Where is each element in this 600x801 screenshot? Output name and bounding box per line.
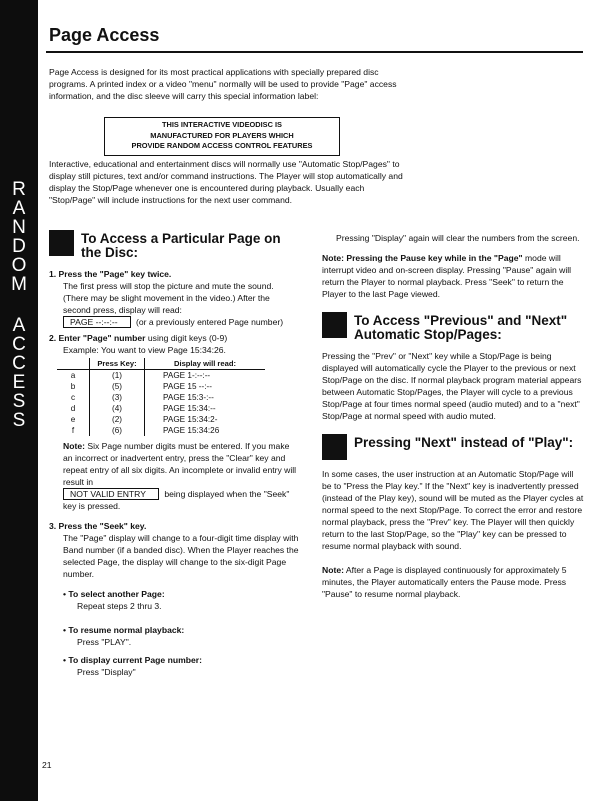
table-header: Display will read:: [145, 358, 266, 370]
intro-paragraph: Page Access is designed for its most practical applications with specially prepared disc programs. A printed index or a video "menu" normally will be used to provide "Page" access information, and the disc sleeve will carry this special information label:: [49, 67, 397, 101]
page-title: Page Access: [49, 25, 160, 45]
sidebar-vertical-text: [0, 180, 38, 430]
sidebar-letter: R: [12, 179, 26, 200]
table-row: a (1) PAGE 1-:--:--: [70, 371, 211, 380]
table-row: b (5) PAGE 15 --:--: [70, 382, 212, 391]
bullet-list: [49, 588, 299, 678]
table-header: [57, 358, 90, 370]
invalid-entry-note: Note: Six Page number digits must be entered. If you make an incorrect or inadvertent entry, press the "Clear" key and repeat entry of all six digits. An incomplete or invalid entry will result in: [63, 441, 297, 487]
section-title: To Access a Particular Page on the Disc:: [81, 231, 281, 260]
prev-next-text: Pressing the "Prev" or "Next" key while a Stop/Page is being displayed will automatically cycle the Player to the previous or next Stop/Page on the disc. If normal playback program material appears between Automatic Stop/Pages, the Player will cycle to a previous Stop/Page at four times normal speed (audio muted) and to a "next" Stop/Page at normal speed with audio muted.: [322, 351, 582, 421]
sidebar-letter: O: [11, 255, 27, 276]
pause-note: Note: Pressing the Pause key while in the "Page" mode will interrupt video and on-screen display. Pressing "Pause" again will return the Player to normal playback. Press "Seek" to return the Player to the last Page viewed.: [322, 253, 572, 299]
sidebar-letter: C: [12, 334, 26, 355]
sidebar-letter: A: [12, 198, 26, 219]
notice-line: THIS INTERACTIVE VIDEODISC IS: [162, 120, 282, 129]
bullet-head: • To select another Page:: [63, 589, 165, 599]
section-particular-page-header: [49, 230, 299, 260]
bullet-head: • To resume normal playback:: [63, 625, 185, 635]
section-title: Pressing "Next" instead of "Play":: [354, 435, 574, 450]
sidebar-letter: E: [12, 372, 26, 393]
bullet-head: • To display current Page number:: [63, 655, 202, 665]
sidebar-letter: C: [12, 353, 26, 374]
right-column: [322, 232, 584, 600]
left-column: [49, 230, 299, 678]
title-rule: [46, 51, 583, 53]
sidebar-letter: N: [12, 217, 26, 238]
table-row: e (2) PAGE 15:34:2-: [70, 415, 218, 424]
section-marker-square: [322, 312, 347, 338]
invalid-entry-display: NOT VALID ENTRY being displayed when the "Seek" key is pressed.: [63, 489, 290, 511]
next-instead-text: In some cases, the user instruction at an Automatic Stop/Page will be to "Press the Play key." If the "Next" key is inadvertently pressed (instead of the Play key), sound will be muted as the Player cycles at normal speed to the next Stop/Page. To correct the error and restore normal playback, press the "Prev" key. The Player will then quickly return to the last Stop/Page, so the "Play" key can be pressed to resume normal playback with sound.: [322, 469, 584, 551]
step-1-text: The first press will stop the picture and mute the sound. (There may be slight movement in the video.) After the second press, display will read:: [63, 281, 274, 315]
key-display-table: [57, 358, 265, 436]
display-clear-text: Pressing "Display" again will clear the numbers from the screen.: [336, 233, 580, 243]
table-row: c (3) PAGE 15:3-:--: [70, 393, 214, 402]
step-1-display: [63, 316, 299, 328]
bullet-text: Press "Display": [77, 667, 136, 677]
notice-line: PROVIDE RANDOM ACCESS CONTROL FEATURES: [131, 141, 313, 150]
sidebar-letter: D: [12, 236, 26, 257]
section-prev-next-header: [322, 312, 584, 342]
bullet-text: Press "PLAY".: [77, 637, 132, 647]
sidebar-letter: M: [11, 274, 27, 295]
stop-pages-paragraph: Interactive, educational and entertainment discs will normally use "Automatic Stop/Pages" to display still pictures, text and/or command instructions. The Player will stop automatically and display the Stop/Page whenever one is encountered during playback. Usually each "Stop/Page" will include instructions for the next user command.: [49, 159, 403, 205]
disc-label-notice: [104, 117, 340, 156]
bullet-text: Repeat steps 2 thru 3.: [77, 601, 162, 611]
sidebar-letter: S: [12, 410, 26, 431]
section-next-instead-header: [322, 434, 584, 460]
table-row: f (6) PAGE 15:34:26: [71, 426, 220, 435]
table-header: Press Key:: [90, 358, 145, 370]
step-3-text: The "Page" display will change to a four-digit time display with Band number (if a banded disc). When the Player reaches the selected Page, the display will change to the six-digit Page number.: [63, 533, 299, 579]
notice-line: MANUFACTURED FOR PLAYERS WHICH: [150, 130, 294, 140]
sidebar-letter: S: [12, 391, 26, 412]
auto-pause-note: Note: After a Page is displayed continuously for approximately 5 minutes, the Player automatically enters the Pause mode. Press "Pause" to resume normal playback.: [322, 565, 567, 599]
sidebar-band: [0, 0, 38, 801]
step-2-label: 2. Enter "Page" number using digit keys (0-9): [49, 333, 228, 343]
page-number: 21: [42, 760, 52, 770]
section-marker-square: [49, 230, 74, 256]
not-valid-entry-box: NOT VALID ENTRY: [63, 488, 159, 500]
step-2-example: Example: You want to view Page 15:34:26.: [63, 345, 226, 355]
sidebar-letter: A: [12, 315, 26, 336]
step-3-label: 3. Press the "Seek" key.: [49, 521, 147, 531]
section-marker-square: [322, 434, 347, 460]
section-title: To Access "Previous" and "Next" Automatic Stop/Pages:: [354, 313, 568, 342]
table-row: d (4) PAGE 15:34:--: [70, 404, 216, 413]
page-display-box: PAGE --:--:--: [63, 316, 131, 328]
step-1-label: 1. Press the "Page" key twice.: [49, 269, 172, 279]
step-1-after: (or a previously entered Page number): [135, 317, 284, 327]
